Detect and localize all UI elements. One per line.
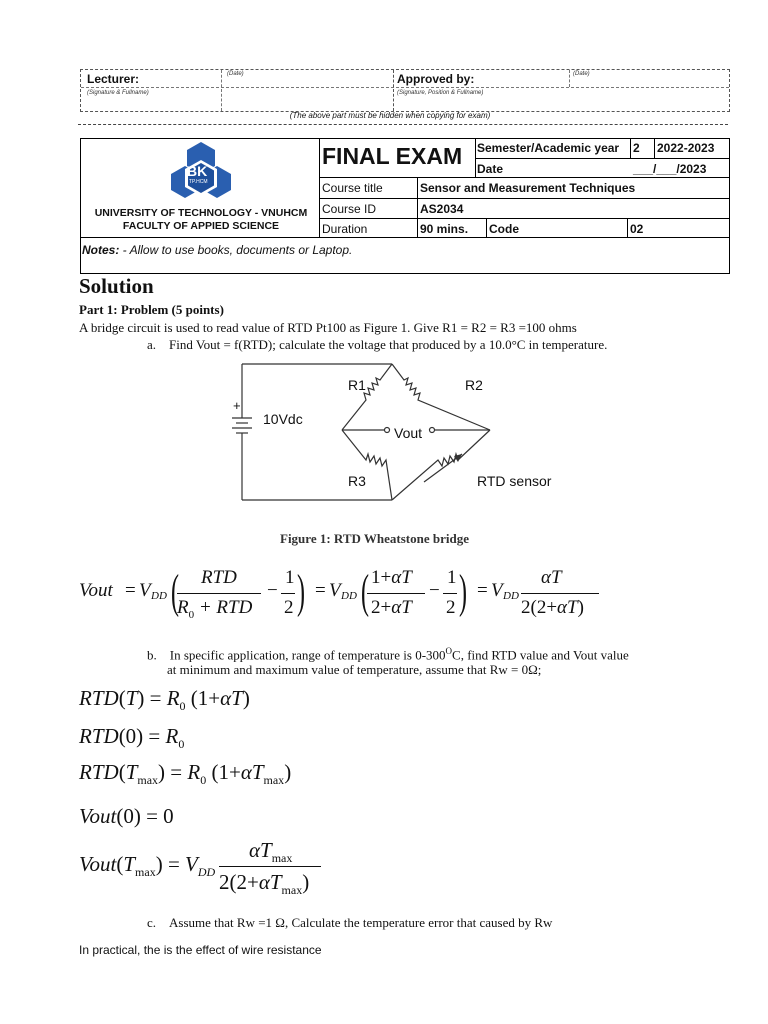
source-label: 10Vdc xyxy=(263,411,303,427)
duration-label: Duration xyxy=(322,222,368,236)
lecturer-signature: (Signature & Fullname) xyxy=(87,90,149,96)
figure-caption: Figure 1: RTD Wheatstone bridge xyxy=(280,531,470,546)
semester-value: 2 xyxy=(633,141,640,155)
cut-line xyxy=(78,124,728,125)
solution-heading: Solution xyxy=(79,274,154,298)
degree-sup: O xyxy=(445,646,453,656)
r3-label: R3 xyxy=(348,473,366,489)
approved-label: Approved by: xyxy=(397,72,475,86)
approved-signature: (Signature, Position & Fullname) xyxy=(397,90,484,96)
code-label: Code xyxy=(489,222,519,236)
year-value: 2022-2023 xyxy=(657,141,715,155)
item-b-text-end: C, find RTD value and Vout value xyxy=(452,647,629,663)
item-b-line2: at minimum and maximum value of temperature, assume that Rw = 0Ω; xyxy=(167,662,542,677)
rtd-sensor-label: RTD sensor xyxy=(477,473,552,489)
vout-label: Vout xyxy=(394,425,423,441)
notes-label: Notes: xyxy=(82,243,120,257)
code-value: 02 xyxy=(630,222,644,236)
item-a: a. Find Vout = f(RTD); calculate the voltage that produced by a 10.0°C in temperature. xyxy=(147,337,608,352)
notes-value: - Allow to use books, documents or Laptop. xyxy=(119,243,353,257)
notes xyxy=(82,243,352,257)
exam-title: FINAL EXAM xyxy=(322,143,463,169)
problem-intro: A bridge circuit is used to read value of RTD Pt100 as Figure 1. Give R1 = R2 = R3 =100 ohms xyxy=(79,320,577,335)
university-name xyxy=(81,207,321,233)
duration-value: 90 mins. xyxy=(420,222,469,236)
practical-note: In practical, the is the effect of wire resistance xyxy=(79,943,322,957)
battery-plus: + xyxy=(233,398,241,413)
faculty-line: FACULTY OF APPIED SCIENCE xyxy=(122,220,280,232)
course-title-label: Course title xyxy=(322,181,383,195)
item-c: c. Assume that Rw =1 Ω, Calculate the temperature error that caused by Rw xyxy=(147,915,553,930)
part1-heading: Part 1: Problem (5 points) xyxy=(79,302,224,317)
logo-subtext: TP.HCM xyxy=(189,179,208,185)
date-value: ___/___/2023 xyxy=(633,162,707,176)
hidden-note: (The above part must be hidden when copying for exam) xyxy=(289,111,491,120)
semester-label: Semester/Academic year xyxy=(477,141,620,155)
course-title-value: Sensor and Measurement Techniques xyxy=(420,181,636,195)
item-b-line1 xyxy=(147,643,629,663)
course-id-value: AS2034 xyxy=(420,202,464,216)
r1-label: R1 xyxy=(348,377,366,393)
lecturer-date: (Date) xyxy=(227,71,244,77)
exam-header-table xyxy=(80,138,730,274)
approval-table xyxy=(80,69,730,112)
date-label: Date xyxy=(477,162,504,176)
lecturer-label: Lecturer: xyxy=(87,72,140,86)
university-line: UNIVERSITY OF TECHNOLOGY - VNUHCM xyxy=(94,207,308,219)
r2-label: R2 xyxy=(465,377,483,393)
item-b-text: b. In specific application, range of temperature is 0-300 xyxy=(147,647,446,663)
vout-equation: Vout = V DD ( RTD $R_0$ + RTD − 1 2 ) = V DD ( 1+αT 2+αT − 1 2 ) = V DD αT 2(2+αT) xyxy=(79,560,639,630)
course-id-label: Course ID xyxy=(322,202,377,216)
logo-text: BK xyxy=(187,163,208,179)
approved-date: (Date) xyxy=(573,71,590,77)
vout-max-equation: $Vout(T_{max}) = V_{DD}$ $\alpha T_{max}$ $2(2+\alpha T_{max})$ xyxy=(79,838,379,898)
